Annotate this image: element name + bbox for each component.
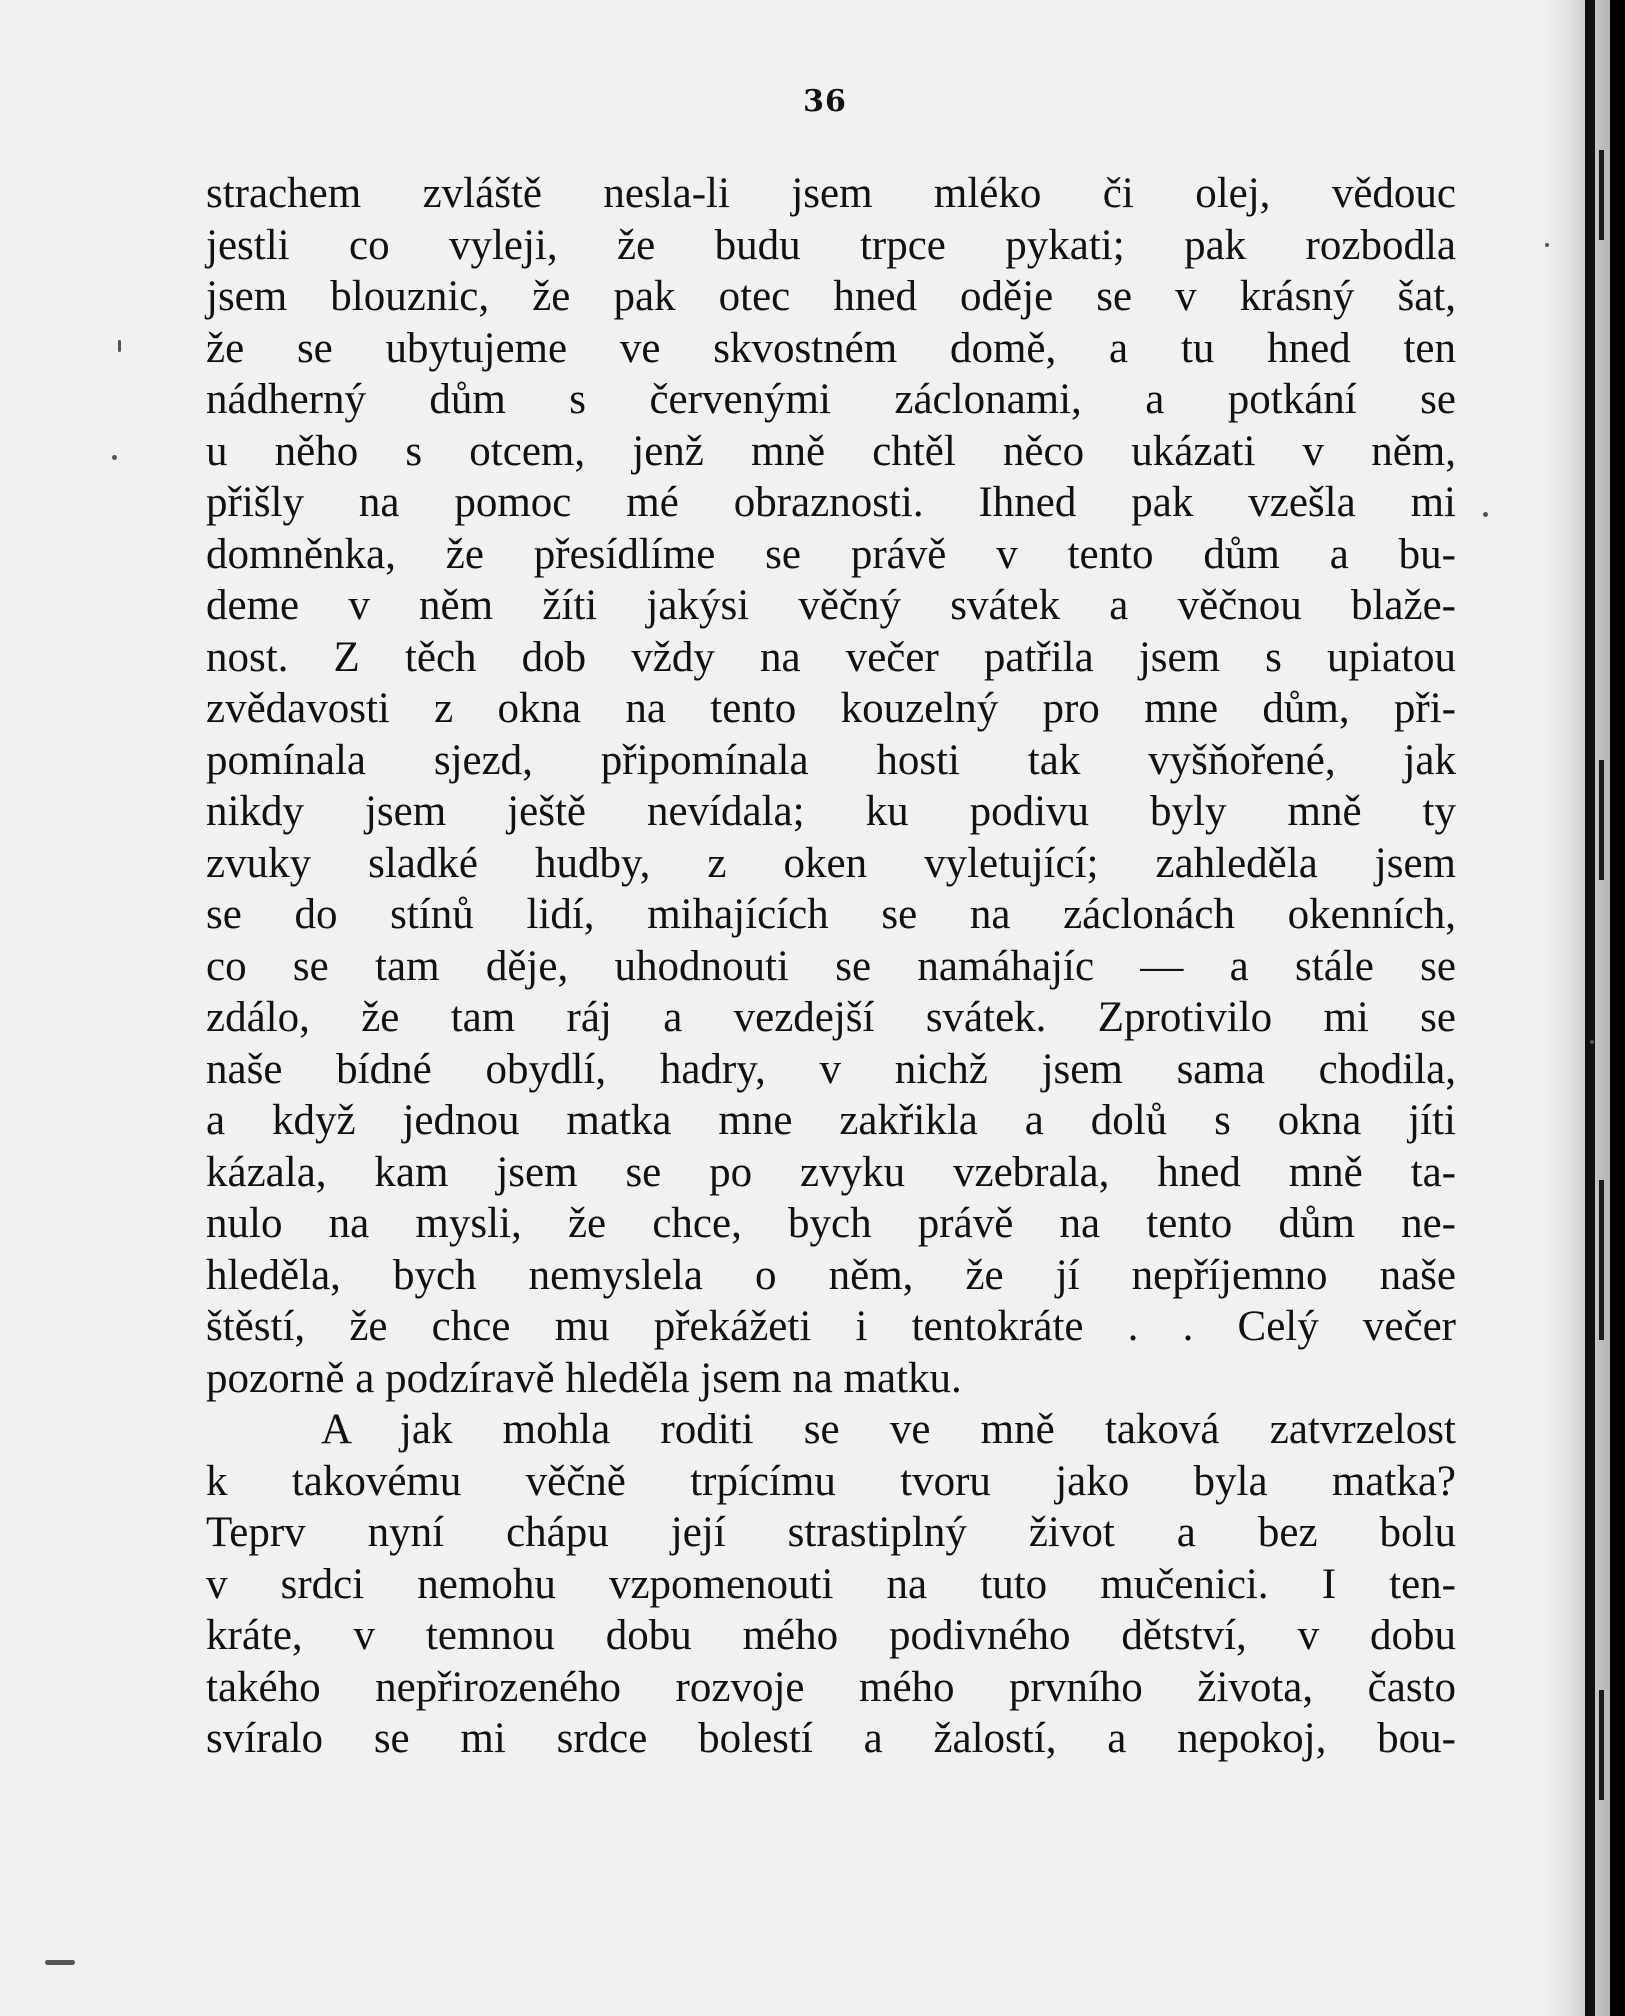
text-line: pozorně a podzíravě hleděla jsem na matku. xyxy=(206,1354,962,1402)
text-line: nulo na mysli, že chce, bych právě na tento dům ne- xyxy=(206,1200,1456,1247)
binding-mark xyxy=(1599,150,1604,240)
paper-speck xyxy=(45,1960,75,1965)
paper-speck xyxy=(1545,243,1549,247)
paper-speck xyxy=(118,340,121,352)
text-line: jsem blouznic, že pak otec hned oděje se v krásný šat, xyxy=(206,273,1456,320)
paper-speck xyxy=(1483,512,1488,517)
text-line: nikdy jsem ještě nevídala; ku podivu byly mně ty xyxy=(206,788,1456,835)
text-line: A jak mohla roditi se ve mně taková zatvrzelost xyxy=(321,1406,1456,1453)
text-line: zdálo, že tam ráj a vezdejší svátek. Zprotivilo mi se xyxy=(206,994,1456,1041)
text-line: k takovému věčně trpícímu tvoru jako byla matka? xyxy=(206,1457,1456,1505)
text-line: zvuky sladké hudby, z oken vyletující; zahleděla jsem xyxy=(206,839,1456,887)
text-line: nost. Z těch dob vždy na večer patřila jsem s upiatou xyxy=(206,633,1456,681)
text-line: deme v něm žíti jakýsi věčný svátek a věčnou blaže- xyxy=(206,582,1456,629)
text-line: co se tam děje, uhodnouti se namáhajíc — a stále se xyxy=(206,942,1456,990)
text-line: pomínala sjezd, připomínala hosti tak vyšňořené, jak xyxy=(206,736,1456,784)
binding-mark xyxy=(1599,760,1604,880)
text-line: přišly na pomoc mé obraznosti. Ihned pak vzešla mi xyxy=(206,479,1456,526)
page-number: 36 xyxy=(803,84,847,119)
text-line: štěstí, že chce mu překážeti i tentokráte . . Celý večer xyxy=(206,1303,1456,1350)
text-line: a když jednou matka mne zakřikla a dolů s okna jíti xyxy=(206,1097,1456,1144)
text-line: naše bídné obydlí, hadry, v nichž jsem sama chodila, xyxy=(206,1045,1456,1093)
text-line: kráte, v temnou dobu mého podivného dětství, v dobu xyxy=(206,1612,1456,1659)
paper-speck xyxy=(1590,1040,1594,1044)
binding-mark xyxy=(1599,1690,1604,1800)
text-line: v srdci nemohu vzpomenouti na tuto mučenici. I ten- xyxy=(206,1560,1456,1608)
text-line: u něho s otcem, jenž mně chtěl něco ukázati v něm, xyxy=(206,427,1456,475)
text-line: kázala, kam jsem se po zvyku vzebrala, hned mně ta- xyxy=(206,1148,1456,1196)
text-line: se do stínů lidí, mihajících se na záclonách okenních, xyxy=(206,891,1456,938)
text-line: že se ubytujeme ve skvostném domě, a tu hned ten xyxy=(206,324,1456,372)
text-line: jestli co vyleji, že budu trpce pykati; pak rozbodla xyxy=(206,221,1456,269)
text-line: hleděla, bych nemyslela o něm, že jí nepříjemno naše xyxy=(206,1251,1456,1299)
page-body-text xyxy=(206,168,1456,1765)
text-line: strachem zvláště nesla-li jsem mléko či olej, vědouc xyxy=(206,170,1456,217)
text-line: nádherný dům s červenými záclonami, a potkání se xyxy=(206,376,1456,423)
paper-speck xyxy=(112,455,117,460)
text-line: zvědavosti z okna na tento kouzelný pro mne dům, při- xyxy=(206,685,1456,732)
text-line: svíralo se mi srdce bolestí a žalostí, a nepokoj, bou- xyxy=(206,1715,1456,1762)
text-line: domněnka, že přesídlíme se právě v tento dům a bu- xyxy=(206,530,1456,578)
text-line: Teprv nyní chápu její strastiplný život a bez bolu xyxy=(206,1509,1456,1556)
book-binding-edge xyxy=(1585,0,1595,2016)
binding-mark xyxy=(1599,1180,1604,1340)
text-line: takého nepřirozeného rozvoje mého prvního života, často xyxy=(206,1663,1456,1711)
